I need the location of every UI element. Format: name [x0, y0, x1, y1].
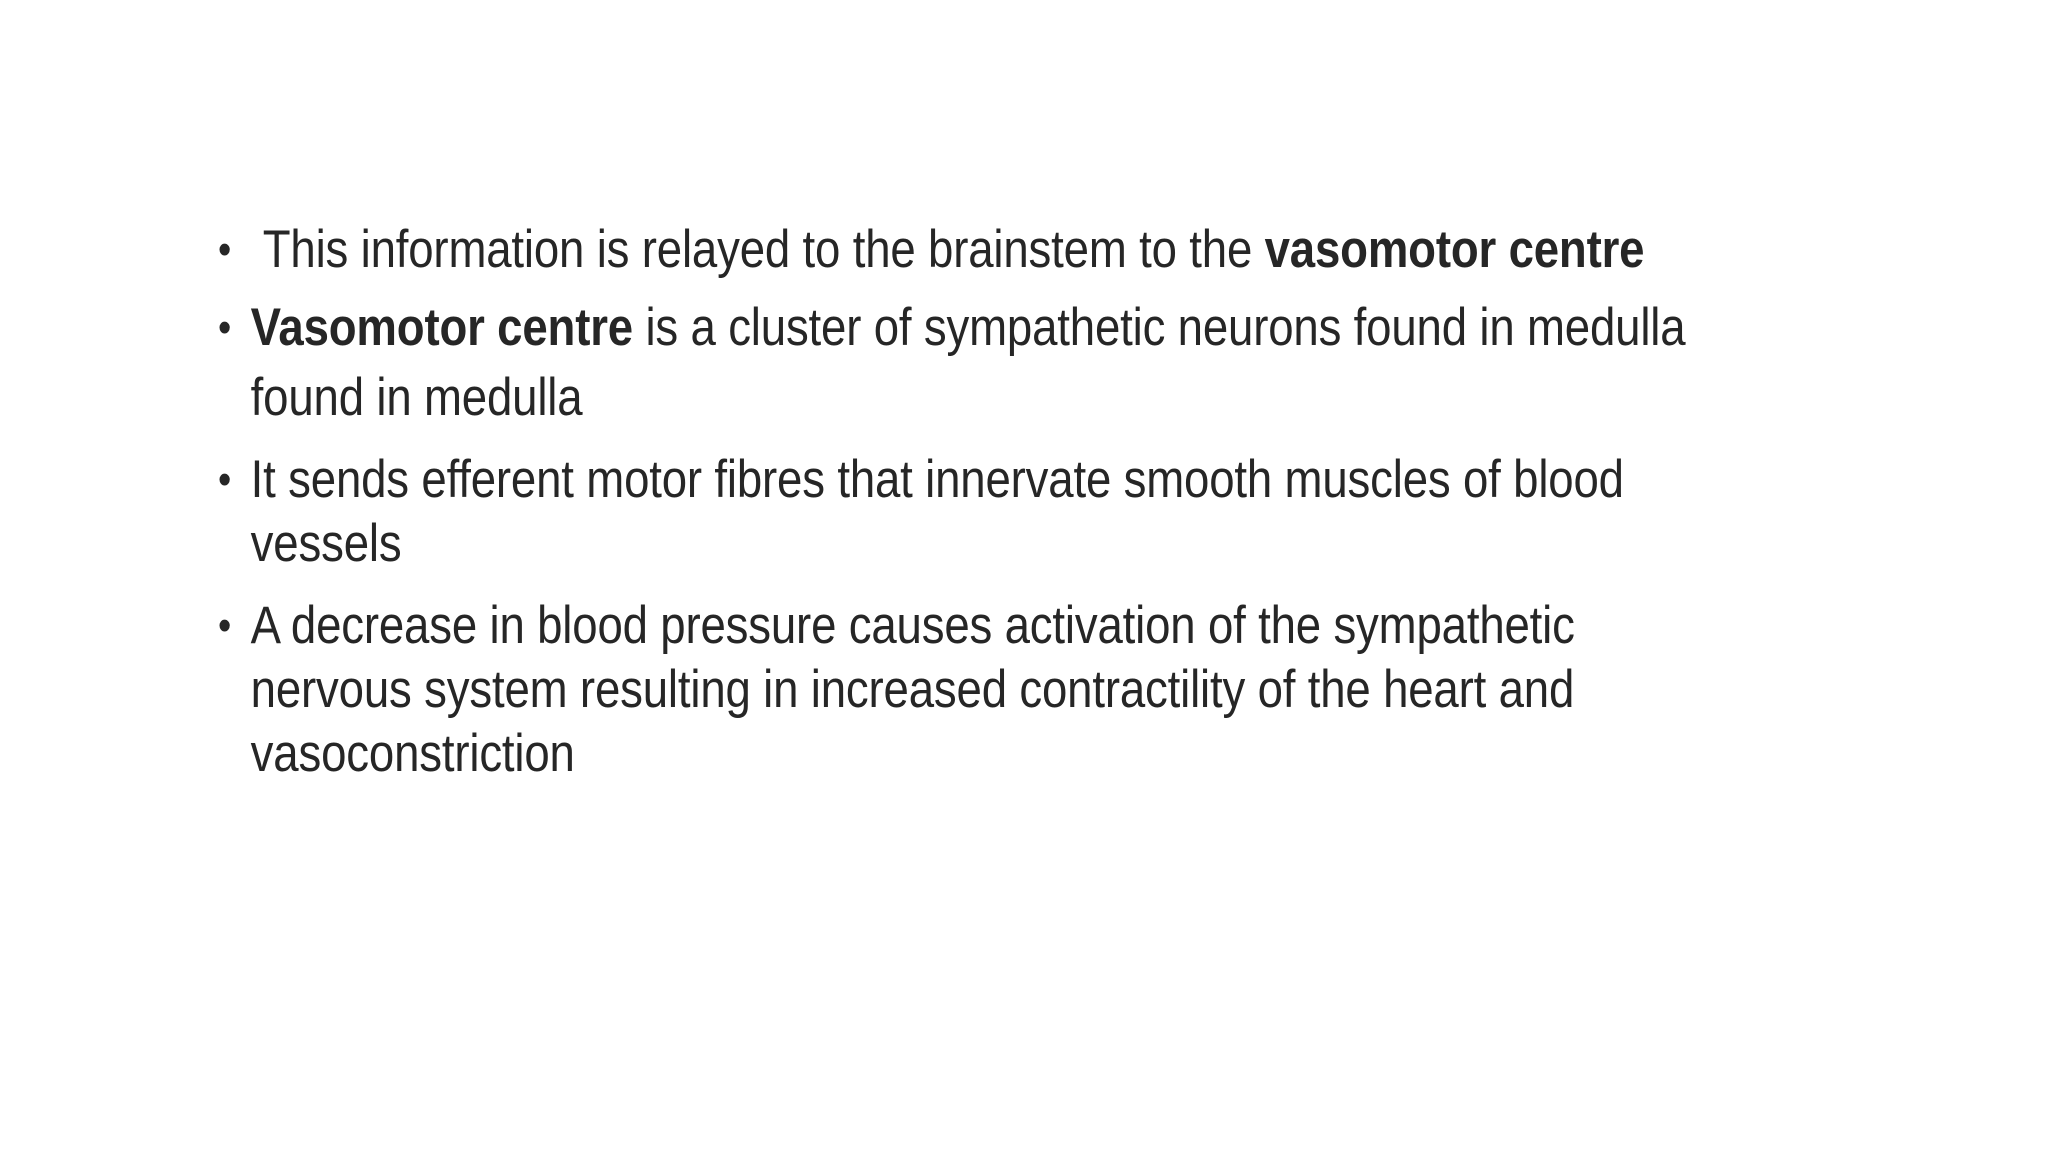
bullet-item-vasomotor-centre	[218, 296, 1732, 430]
bullet-text-bold: vasomotor centre	[1264, 220, 1645, 279]
bullet-text-regular: This information is relayed to the brainstem to the	[262, 220, 1265, 279]
bullet-icon: •	[218, 303, 232, 352]
bullet-text	[251, 298, 1732, 430]
bullet-item-efferent-fibres	[218, 448, 1732, 576]
bullet-item-relay	[218, 218, 1732, 282]
bullet-icon: •	[218, 601, 232, 650]
bullet-text-line-2: found in medulla	[250, 368, 583, 427]
bullet-text	[251, 220, 1645, 279]
bullet-text-bold: Vasomotor centre	[250, 298, 633, 357]
bullet-text-regular: is a cluster of sympathetic neurons found in medulla	[632, 298, 1686, 357]
bullet-list	[218, 218, 1732, 786]
bullet-icon: •	[218, 455, 232, 504]
bullet-icon: •	[218, 225, 232, 274]
bullet-text: A decrease in blood pressure causes activation of the sympathetic nervous system resulting in increased contractility of the heart and vasoconstriction	[250, 596, 1575, 783]
bullet-item-blood-pressure-decrease	[218, 594, 1732, 786]
bullet-text: It sends efferent motor fibres that innervate smooth muscles of blood vessels	[250, 450, 1624, 573]
